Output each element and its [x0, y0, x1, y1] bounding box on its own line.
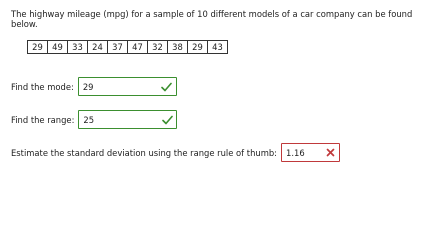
range-question: [11, 110, 177, 129]
data-cell: 24: [88, 41, 108, 54]
data-cell: 47: [128, 41, 148, 54]
std-dev-answer-value: 1.16: [286, 147, 305, 158]
range-answer-field[interactable]: [78, 110, 177, 129]
data-cell: 29: [28, 41, 48, 54]
check-icon: [161, 114, 173, 126]
mode-question: [11, 77, 177, 96]
mileage-data-table: [27, 40, 228, 54]
data-cell: 49: [48, 41, 68, 54]
range-question-label: Find the range:: [11, 114, 75, 125]
table-row: [28, 41, 228, 54]
data-cell: 33: [68, 41, 88, 54]
problem-statement: The highway mileage (mpg) for a sample of 10 different models of a car company can be found below.: [11, 9, 413, 29]
data-cell: 43: [208, 41, 228, 54]
std-dev-question-label: Estimate the standard deviation using the range rule of thumb:: [11, 147, 277, 158]
mode-answer-field[interactable]: [78, 77, 177, 96]
std-dev-question: [11, 143, 340, 162]
data-cell: 29: [188, 41, 208, 54]
data-cell: 37: [108, 41, 128, 54]
mode-answer-value: 29: [82, 81, 94, 92]
data-cell: 32: [148, 41, 168, 54]
check-icon: [161, 81, 173, 93]
std-dev-answer-field[interactable]: [281, 143, 340, 162]
mode-question-label: Find the mode:: [11, 81, 74, 92]
data-cell: 38: [168, 41, 188, 54]
x-icon: [324, 147, 336, 159]
range-answer-value: 25: [83, 114, 95, 125]
